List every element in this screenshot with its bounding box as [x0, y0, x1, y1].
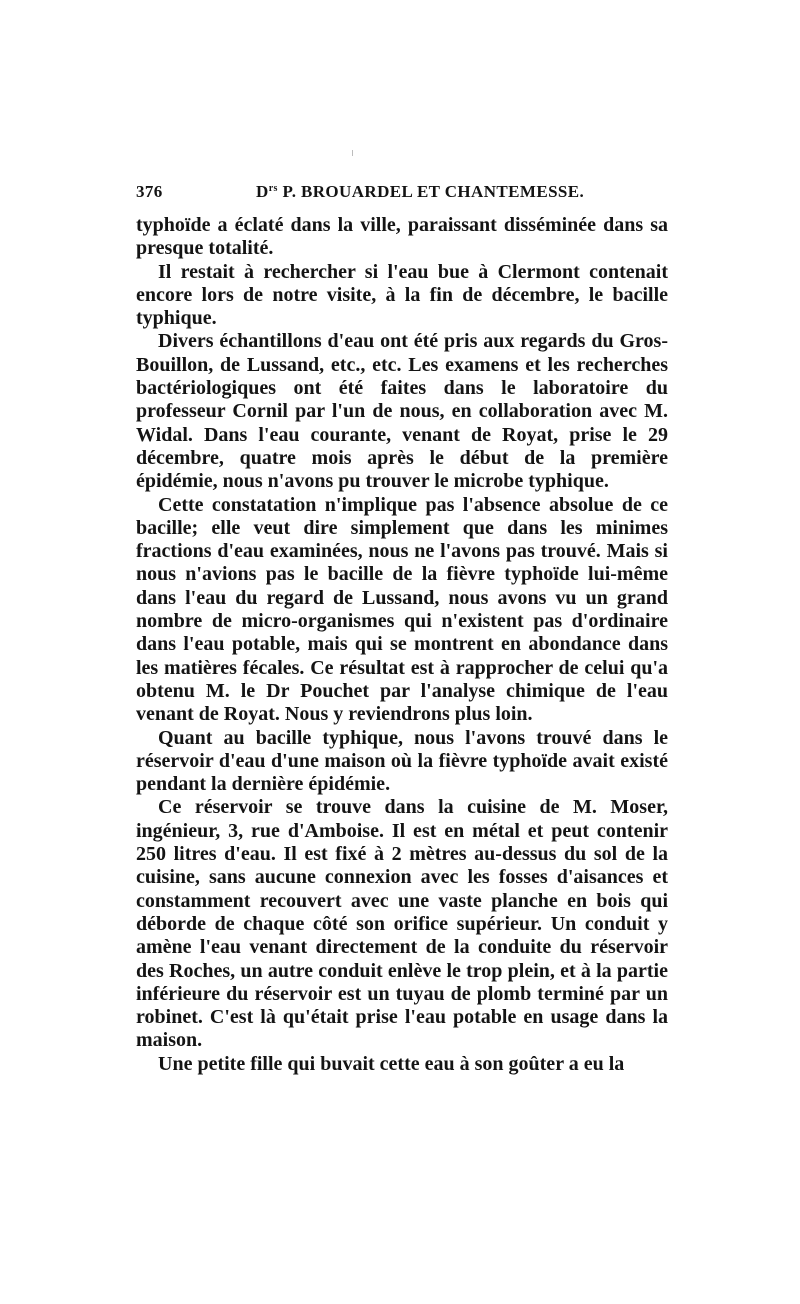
paragraph: Cette constatation n'implique pas l'absence absolue de ce bacille; elle veut dire simplement que dans les minimes fractions d'eau examinées, nous ne l'avons pas trouvé. Mais si nous n'avions pas le bacille de la fièvre typhoïde lui-même dans l'eau du regard de Lussand, nous avons vu un grand nombre de micro-organismes qui n'existent pas d'ordinaire dans l'eau potable, mais qui se montrent en abondance dans les matières fécales. Ce résultat est à rapprocher de celui qu'a obtenu M. le Dr Pouchet par l'analyse chimique de l'eau venant de Royat. Nous y reviendrons plus loin. — [136, 493, 668, 726]
paragraph: Divers échantillons d'eau ont été pris aux regards du Gros-Bouillon, de Lussand, etc., etc. Les examens et les recherches bactériologiques ont été faites dans le laboratoire du professeur Cornil par l'un de nous, en collaboration avec M. Widal. Dans l'eau courante, venant de Royat, prise le 29 décembre, quatre mois après le début de la première épidémie, nous n'avons pu trouver le microbe typhique. — [136, 330, 668, 493]
running-title-authors: P. BROUARDEL ET CHANTEMESSE. — [277, 182, 585, 201]
running-title-superscript: rs — [268, 183, 278, 194]
paragraph-continues: Une petite fille qui buvait cette eau à son goûter a eu la — [158, 1052, 625, 1075]
body-text — [136, 214, 668, 1076]
paragraph: Ce réservoir se trouve dans la cuisine de M. Moser, ingénieur, 3, rue d'Amboise. Il est en métal et peut contenir 250 litres d'eau. Il est fixé à 2 mètres au-dessus du sol de la cuisine, sans aucune connexion avec les fosses d'aisances et constamment recouvert avec une vaste planche en bois qui déborde de chaque côté son orifice supérieur. Un conduit y amène l'eau venant directement de la conduite du réservoir des Roches, un autre conduit enlève le trop plein, et à la partie inférieure du réservoir est un tuyau de plomb terminé par un robinet. C'est là qu'était prise l'eau potable en usage dans la maison. — [136, 796, 668, 1052]
paragraph-continued: typhoïde a éclaté dans la ville, paraissant disséminée dans sa presque totalité. — [136, 214, 668, 260]
running-title — [256, 182, 584, 202]
page-number: 376 — [136, 182, 163, 201]
book-page — [136, 182, 668, 1076]
paragraph: Il restait à rechercher si l'eau bue à Clermont contenait encore lors de notre visite, à la fin de décembre, le bacille typhique. — [136, 260, 668, 330]
paragraph: Quant au bacille typhique, nous l'avons trouvé dans le réservoir d'eau d'une maison où la fièvre typhoïde avait existé pendant la dernière épidémie. — [136, 726, 668, 796]
running-title-prefix: D — [256, 182, 269, 201]
running-head — [136, 182, 668, 208]
scan-mark — [352, 150, 353, 156]
